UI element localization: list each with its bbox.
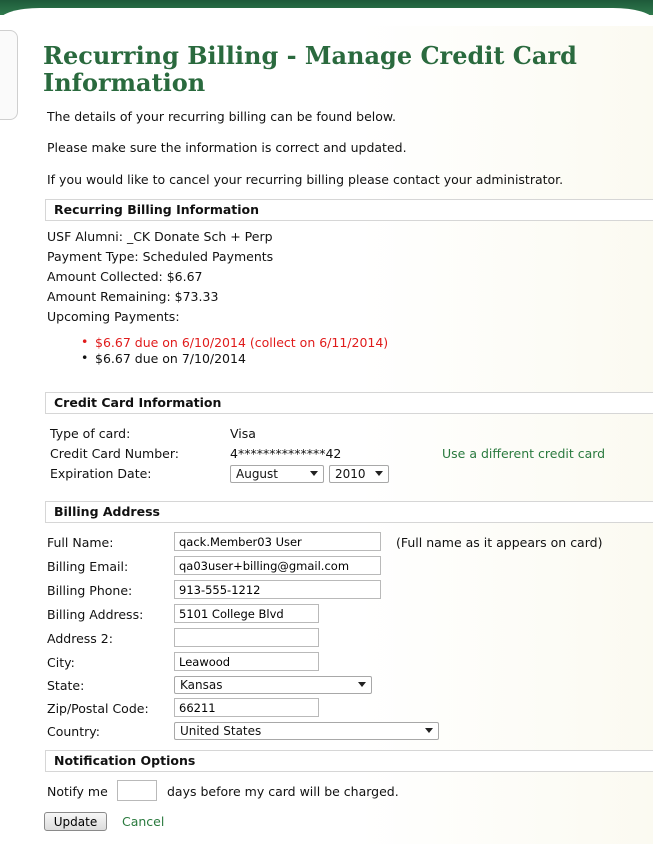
amount-remaining-line: Amount Remaining: $73.33: [47, 289, 219, 304]
billing-phone-input[interactable]: [174, 580, 381, 599]
zip-label: Zip/Postal Code:: [47, 701, 149, 716]
address2-label: Address 2:: [47, 631, 113, 646]
header-curve: [0, 8, 653, 26]
chevron-down-icon: [310, 471, 318, 476]
notify-prefix: Notify me: [47, 784, 108, 799]
chevron-down-icon: [358, 682, 366, 687]
address2-input[interactable]: [174, 628, 319, 647]
notify-days-input[interactable]: [117, 780, 157, 801]
amount-collected-line: Amount Collected: $6.67: [47, 269, 203, 284]
full-name-input[interactable]: [174, 532, 381, 551]
card-type-label: Type of card:: [50, 426, 131, 441]
expiration-label: Expiration Date:: [50, 466, 152, 481]
page-title: Recurring Billing - Manage Credit Card Information: [43, 41, 577, 97]
state-label: State:: [47, 678, 85, 693]
city-label: City:: [47, 655, 75, 670]
section-heading: Billing Address: [54, 504, 160, 519]
exp-month-value: August: [236, 467, 278, 481]
billing-phone-label: Billing Phone:: [47, 583, 133, 598]
section-heading: Credit Card Information: [54, 395, 222, 410]
card-type-value: Visa: [230, 426, 256, 441]
state-select[interactable]: [174, 676, 372, 694]
billing-address-input[interactable]: [174, 604, 319, 623]
billing-email-label: Billing Email:: [47, 559, 129, 574]
card-number-value: 4**************42: [230, 446, 342, 461]
city-input[interactable]: [174, 652, 319, 671]
country-label: Country:: [47, 724, 100, 739]
chevron-down-icon: [375, 471, 383, 476]
country-value: United States: [180, 724, 262, 738]
notify-suffix: days before my card will be charged.: [167, 784, 399, 799]
exp-month-select[interactable]: [230, 465, 324, 483]
state-value: Kansas: [180, 678, 223, 692]
country-select[interactable]: [174, 722, 439, 740]
intro-text-3: If you would like to cancel your recurring billing please contact your administrator.: [47, 172, 564, 187]
section-heading: Recurring Billing Information: [54, 202, 260, 217]
fund-line: USF Alumni: _CK Donate Sch + Perp: [47, 229, 273, 244]
intro-text-1: The details of your recurring billing can be found below.: [47, 109, 396, 124]
list-item: • $6.67 due on 7/10/2014: [78, 351, 388, 367]
intro-text-2: Please make sure the information is correct and updated.: [47, 140, 407, 155]
cancel-link[interactable]: Cancel: [122, 814, 165, 829]
upcoming-payments-list: [78, 335, 388, 367]
exp-year-select[interactable]: [329, 465, 389, 483]
payment-type-line: Payment Type: Scheduled Payments: [47, 249, 274, 264]
different-card-link[interactable]: Use a different credit card: [442, 446, 606, 461]
section-billing-address: [45, 501, 653, 523]
billing-address-label: Billing Address:: [47, 607, 144, 622]
full-name-label: Full Name:: [47, 535, 114, 550]
section-credit-card: [45, 392, 653, 414]
billing-email-input[interactable]: [174, 556, 381, 575]
card-number-label: Credit Card Number:: [50, 446, 179, 461]
section-notification-options: [45, 750, 653, 772]
upcoming-payments-label: Upcoming Payments:: [47, 309, 180, 324]
update-button[interactable]: Update: [44, 812, 107, 831]
section-heading: Notification Options: [54, 753, 196, 768]
exp-year-value: 2010: [335, 467, 366, 481]
list-item: • $6.67 due on 6/10/2014 (collect on 6/11/2014): [78, 335, 388, 351]
chevron-down-icon: [425, 728, 433, 733]
full-name-hint: (Full name as it appears on card): [396, 535, 603, 550]
zip-input[interactable]: [174, 698, 319, 717]
side-panel-edge: [0, 30, 18, 120]
section-recurring-billing: [45, 199, 653, 221]
